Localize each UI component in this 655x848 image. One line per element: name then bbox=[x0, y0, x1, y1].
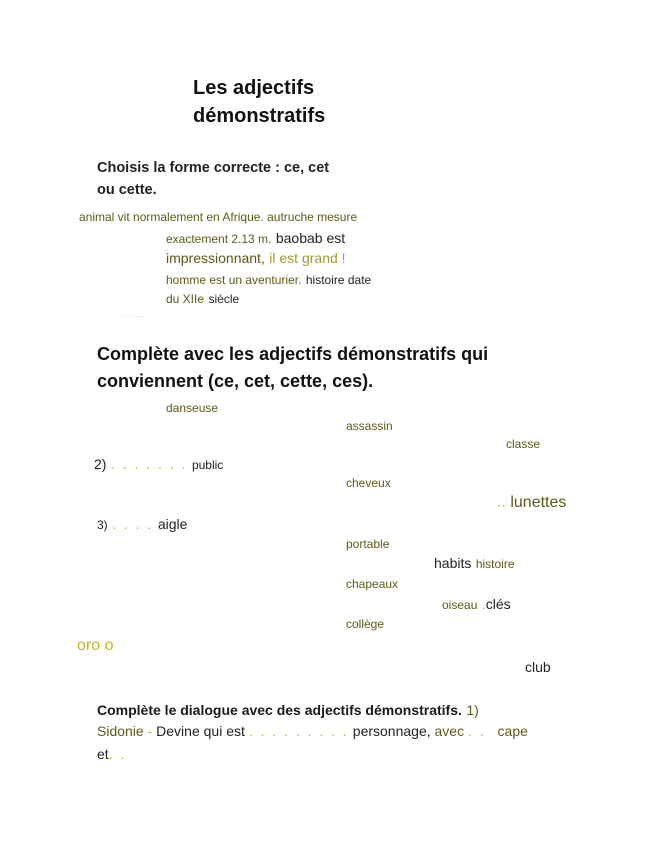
word-cles: clés bbox=[485, 596, 511, 612]
word-college: collège bbox=[346, 617, 385, 631]
exercise3-heading-text: Complète le dialogue avec des adjectifs démonstratifs. bbox=[97, 702, 462, 718]
dialogue-blank-2: . . bbox=[467, 723, 486, 739]
stray-oro: oro o bbox=[77, 637, 114, 654]
word-cheveux: cheveux bbox=[346, 476, 391, 490]
word-club: club bbox=[525, 659, 551, 675]
page-title-line2: démonstratifs bbox=[193, 105, 326, 127]
exercise1-line5b: siècle bbox=[208, 292, 240, 306]
word-classe: classe bbox=[506, 437, 541, 451]
exercise1-line1: animal vit normalement en Afrique. autruche mesure bbox=[79, 210, 358, 224]
dialogue-blank-1: . . . . . . . . . bbox=[248, 723, 349, 739]
item-2-number: 2) bbox=[94, 456, 107, 472]
dialogue-et: et bbox=[97, 746, 109, 762]
dialogue-line2 bbox=[97, 746, 126, 762]
dialogue-avec: avec bbox=[434, 723, 465, 739]
exercise1-line2 bbox=[166, 230, 345, 248]
item-oiseau bbox=[442, 596, 511, 614]
item-3-number: 3) bbox=[97, 518, 108, 532]
exercise3-number: 1) bbox=[466, 702, 479, 718]
dialogue-devine: Devine qui est bbox=[156, 723, 245, 739]
exercise1-line5a: du XIIe bbox=[166, 292, 205, 306]
exercise1-line3a: impressionnant, bbox=[166, 250, 265, 266]
exercise1-line5 bbox=[166, 290, 239, 308]
exercise1-line4b: histoire date bbox=[305, 273, 372, 287]
page-title-line1: Les adjectifs bbox=[193, 77, 315, 99]
exercise2-heading-line2: conviennent (ce, cet, cette, ces). bbox=[97, 371, 374, 391]
exercise1-faint-dots: ........... bbox=[122, 310, 147, 319]
item-3 bbox=[97, 516, 187, 534]
dialogue-personnage: personnage, bbox=[352, 723, 431, 739]
word-danseuse: danseuse bbox=[166, 401, 219, 415]
exercise1-line2b: baobab est bbox=[275, 230, 346, 246]
speaker-sidonie: Sidonie bbox=[97, 723, 144, 739]
word-lunettes: lunettes bbox=[510, 494, 567, 511]
dialogue-dash: - bbox=[147, 723, 153, 739]
exercise1-line2a: exactement 2.13 m. bbox=[166, 232, 272, 246]
word-oiseau: oiseau bbox=[442, 598, 478, 612]
word-assassin: assassin bbox=[346, 419, 393, 433]
dialogue-cape: cape bbox=[497, 723, 528, 739]
item-3-blank: . . . . bbox=[112, 516, 154, 532]
word-portable: portable bbox=[346, 537, 390, 551]
lunettes-blank: .. bbox=[497, 494, 506, 511]
dialogue-line1 bbox=[97, 723, 528, 739]
exercise1-heading-line2: ou cette. bbox=[97, 182, 157, 198]
word-histoire: histoire bbox=[475, 557, 515, 571]
exercise2-heading-line1: Complète avec les adjectifs démonstratifs qui bbox=[97, 344, 489, 364]
word-chapeaux: chapeaux bbox=[346, 577, 399, 591]
exercise1-line4 bbox=[166, 271, 371, 289]
item-habits bbox=[434, 555, 515, 573]
word-aigle: aigle bbox=[157, 516, 188, 532]
item-lunettes bbox=[497, 494, 566, 512]
item-2 bbox=[94, 456, 223, 474]
item-2-blank: . . . . . . . bbox=[110, 456, 188, 472]
exercise1-line3b: il est grand ! bbox=[269, 250, 346, 266]
exercise1-heading-line1: Choisis la forme correcte : ce, cet bbox=[97, 160, 330, 176]
word-habits: habits bbox=[434, 555, 472, 571]
exercise3-heading bbox=[97, 702, 479, 720]
exercise1-line4a: homme est un aventurier. bbox=[166, 273, 302, 287]
word-public: public bbox=[191, 458, 224, 472]
cles-blank: . bbox=[481, 596, 486, 612]
dialogue-blank-3: . . bbox=[108, 746, 127, 762]
exercise1-line3 bbox=[166, 250, 346, 268]
